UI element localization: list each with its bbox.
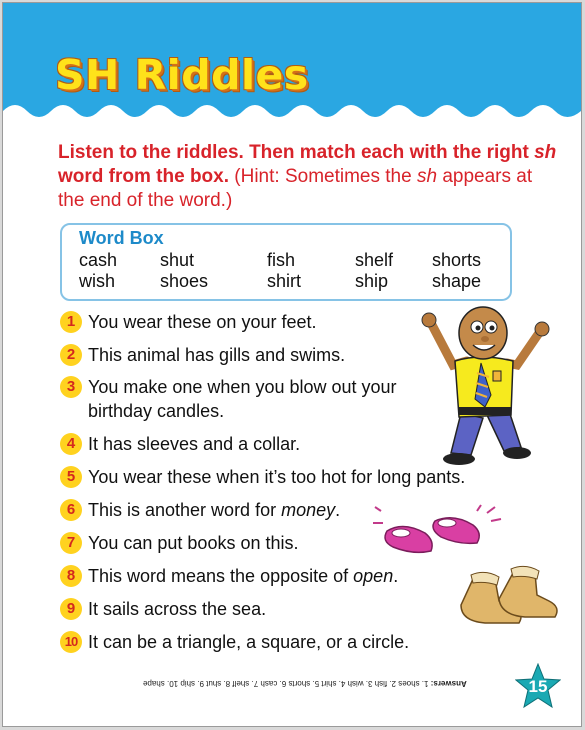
riddle-number: 4 (60, 433, 82, 455)
riddle-number: 9 (60, 598, 82, 620)
worksheet-page (2, 2, 582, 727)
word-box-word: shorts (432, 250, 482, 270)
instructions-bold-end: word from the box. (58, 166, 229, 187)
riddle-number: 3 (60, 376, 82, 398)
riddle-text: It sails across the sea. (88, 599, 267, 619)
riddle-text: This is another word for money. (88, 500, 341, 520)
answer-key-text: 1. shoes 2. fish 3. wish 4. shirt 5. shorts 6. cash 7. shelf 8. shut 9. ship 10. shape (143, 679, 429, 688)
riddle-number: 6 (60, 499, 82, 521)
word-box (60, 223, 512, 301)
riddle-text: You can put books on this. (88, 533, 299, 553)
shoes-illustration (373, 503, 513, 568)
answer-key-label: Answers: (430, 679, 467, 688)
riddle-number: 2 (60, 344, 82, 366)
hint-start: (Hint: Sometimes the (234, 166, 412, 187)
instructions-bold: Listen to the riddles. Then match each with the right (58, 142, 529, 163)
riddle-text: You make one when you blow out your (88, 377, 397, 397)
word-box-word: shape (432, 271, 482, 291)
word-box-word: shirt (267, 271, 302, 291)
word-box-word: shut (160, 250, 195, 270)
word-box-word: fish (267, 250, 296, 270)
cartoon-man-illustration (421, 303, 556, 473)
riddle-italic-word: money (281, 500, 336, 520)
riddle-number: 5 (60, 466, 82, 488)
instructions (58, 141, 558, 213)
word-box-word: shelf (355, 250, 394, 270)
riddle-text-line2: birthday candles. (88, 401, 225, 421)
page-title: SH Riddles (55, 51, 309, 99)
riddle-text: You wear these when it’s too hot for long pants. (88, 467, 466, 487)
riddle-italic-word: open (353, 566, 394, 586)
riddle-number: 7 (60, 532, 82, 554)
riddle-text: You wear these on your feet. (88, 312, 317, 332)
riddle-number: 8 (60, 565, 82, 587)
page-number: 15 (528, 677, 548, 696)
instructions-sh: sh (534, 142, 557, 163)
word-box-word: wish (79, 271, 116, 291)
slippers-illustration (455, 565, 565, 635)
word-box-title: Word Box (79, 228, 164, 248)
word-box-word: shoes (160, 271, 209, 291)
riddle-text: It has sleeves and a collar. (88, 434, 301, 454)
hint-end: appears at the end of the word.) (58, 166, 533, 211)
word-box-word: cash (79, 250, 118, 270)
riddle-number: 10 (60, 631, 82, 653)
answer-key (143, 679, 467, 688)
riddle-text: This animal has gills and swims. (88, 345, 346, 365)
hint-sh: sh (416, 166, 438, 187)
riddle-number: 1 (60, 311, 82, 333)
word-box-word: ship (355, 271, 389, 291)
riddle-text: It can be a triangle, a square, or a circle. (88, 632, 410, 652)
riddle-text: This word means the opposite of open. (88, 566, 399, 586)
